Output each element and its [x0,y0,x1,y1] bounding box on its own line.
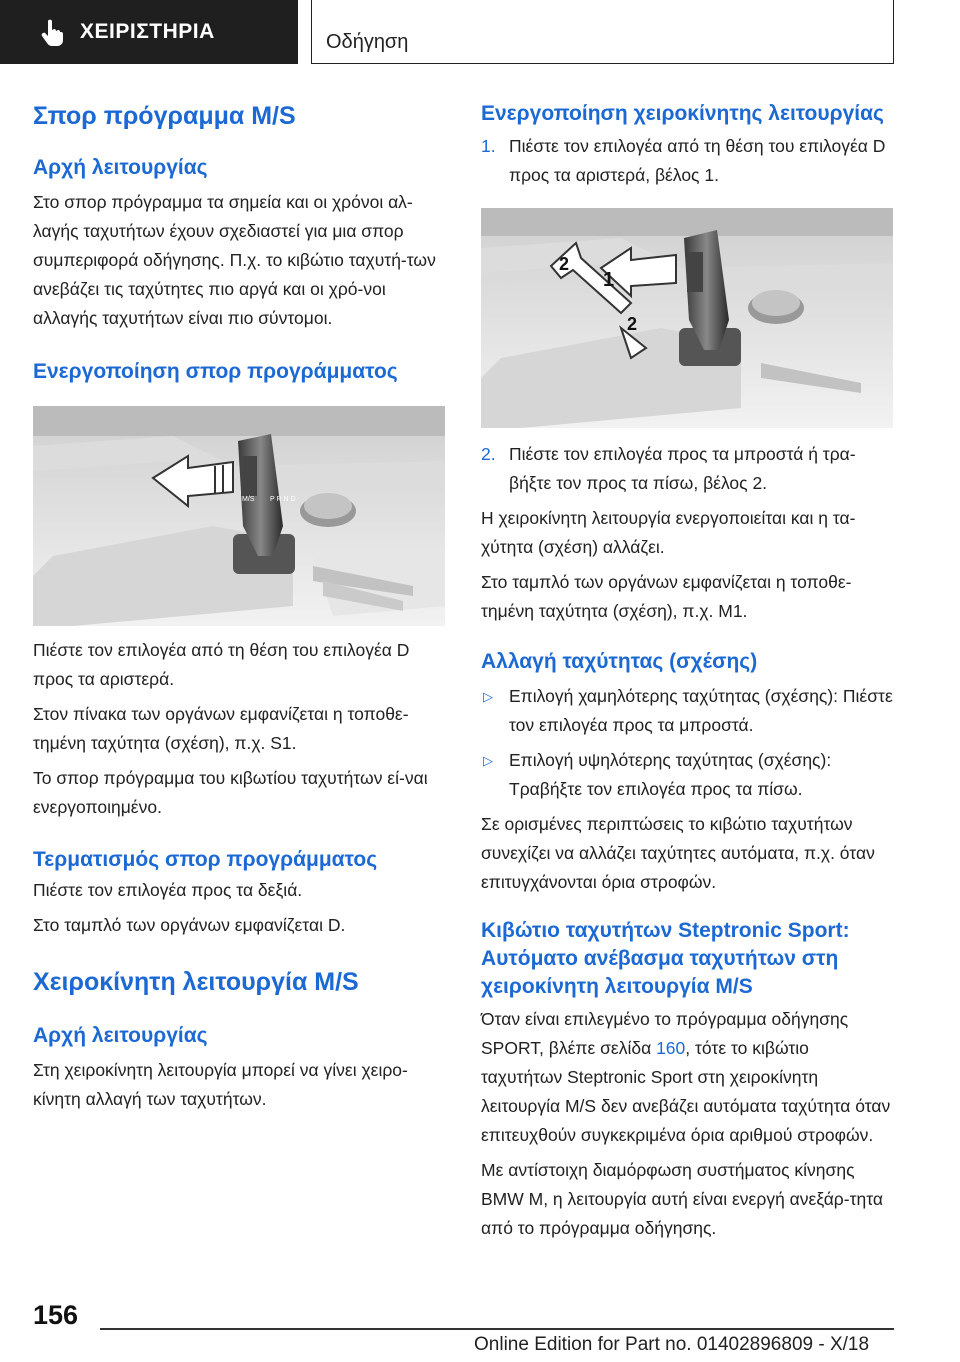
heading-gear-change: Αλλαγή ταχύτητας (σχέσης) [481,650,758,673]
paragraph-principle: Στο σπορ πρόγραμμα τα σημεία και οι χρόνοι αλ-λαγής ταχυτήτων έχουν σχεδιαστεί για μια σπορ συμπεριφορά οδήγησης. Π.χ. το κιβώτιο ταχυτή-των ανεβάζει τις ταχύτητες πιο αργά και οι χρό-νοι αλλαγής ταχυτήτων είναι πιο σύντομοι. [33,192,436,328]
right-column [481,100,893,1243]
paragraph-sport-mode-b: , τότε το κιβώτιο ταχυτήτων Steptronic Sport στη χειροκίνητη λειτουργία M/S δεν ανεβάζει αυτόματα ταχύτητα όταν επιτευχθούν συγκεκριμένα όρια αριθμού στροφών. [481,1038,891,1145]
heading-sport-program: Σπορ πρόγραμμα M/S [33,102,296,130]
paragraph-display-d: Στο ταμπλό των οργάνων εμφανίζεται D. [33,915,346,935]
triangle-bullet-icon: ▷ [483,689,493,704]
paragraph-display-s1: Στον πίνακα των οργάνων εμφανίζεται η τοποθε-τημένη ταχύτητα (σχέση), π.χ. S1. [33,704,409,753]
heading-activate-sport: Ενεργοποίηση σπορ προγράμματος [33,360,398,383]
heading-end-sport: Τερματισμός σπορ προγράμματος [33,848,378,871]
hand-pointer-icon [40,18,64,46]
paragraph-manual-principle: Στη χειροκίνητη λειτουργία μπορεί να γίνει χειρο-κίνητη αλλαγή των ταχυτήτων. [33,1060,408,1109]
heading-activate-manual: Ενεργοποίηση χειροκίνητης λειτουργίας [481,102,884,125]
arrow-label-2a: 2 [559,254,570,274]
step-2 [481,440,893,498]
footer-edition: Online Edition for Part no. 01402896809 - X/18 [474,1334,870,1355]
triangle-bullet-icon: ▷ [483,753,493,768]
gear-change-list [481,682,893,804]
step-1 [481,132,893,190]
paragraph-press-left: Πιέστε τον επιλογέα από τη θέση του επιλογέα D προς τα αριστερά. [33,640,410,689]
step-2-text: Πιέστε τον επιλογέα προς τα μπροστά ή τρα-βήξτε τον προς τα πίσω, βέλος 2. [509,444,856,493]
chapter-label: ΧΕΙΡΙΣΤΗΡΙΑ [80,20,215,43]
paragraph-manual-active: Η χειροκίνητη λειτουργία ενεργοποιείται και η τα-χύτητα (σχέση) αλλάζει. [481,508,856,557]
heading-manual-mode: Χειροκίνητη λειτουργία M/S [33,968,359,996]
heading-steptronic: Κιβώτιο ταχυτήτων Steptronic Sport: Αυτόματο ανέβασμα ταχυτήτων στη χειροκίνητη λειτουργία M/S [481,919,850,998]
chapter-tab[interactable] [0,0,298,64]
page-reference-link[interactable]: 160 [656,1038,686,1058]
figure-selector-right [481,208,893,428]
bullet-downshift [481,682,893,740]
paragraph-sport-mode [481,1005,893,1150]
page-number: 156 [33,1300,79,1330]
figure-selector-right-drawing [481,208,893,428]
steps-list-a [481,132,893,190]
paragraph-display-m1: Στο ταμπλό των οργάνων εμφανίζεται η τοποθε-τημένη ταχύτητα (σχέση), π.χ. M1. [481,572,852,621]
arrow-label-1: 1 [603,269,615,291]
heading-principle-2: Αρχή λειτουργίας [33,1024,208,1047]
heading-principle: Αρχή λειτουργίας [33,156,208,179]
figure-selector-left-drawing [33,406,445,626]
bullet-upshift [481,746,893,804]
step-1-number: 1. [481,136,496,156]
shifter-label-ms: M/S [242,496,255,503]
left-column [33,100,445,1114]
paragraph-auto-shift: Σε ορισμένες περιπτώσεις το κιβώτιο ταχυτήτων συνεχίζει να αλλάζει ταχύτητες αυτόματα, π.χ. όταν επιτυγχάνονται όρια στροφών. [481,814,875,892]
paragraph-sport-mode-a: Όταν είναι επιλεγμένο το πρόγραμμα οδήγησης SPORT, βλέπε σελίδα [481,1009,849,1058]
bullet-downshift-text: Επιλογή χαμηλότερης ταχύτητας (σχέσης): Πιέστε τον επιλογέα προς τα μπροστά. [509,686,893,735]
step-1-text: Πιέστε τον επιλογέα από τη θέση του επιλογέα D προς τα αριστερά, βέλος 1. [509,136,886,185]
section-header [311,0,894,64]
shifter-label-prnd: P R N D [270,496,296,503]
paragraph-press-right: Πιέστε τον επιλογέα προς τα δεξιά. [33,880,303,900]
footer-divider [100,1328,894,1330]
section-label: Οδήγηση [326,31,409,53]
bullet-upshift-text: Επιλογή υψηλότερης ταχύτητας (σχέσης): Τραβήξτε τον επιλογέα προς τα πίσω. [509,750,832,799]
arrow-label-2b: 2 [627,314,638,334]
figure-selector-left [33,406,445,626]
paragraph-bmw-m: Με αντίστοιχη διαμόρφωση συστήματος κίνησης BMW M, η λειτουργία αυτή είναι ενεργή ανεξάρ-τητα από το πρόγραμμα οδήγησης. [481,1160,884,1238]
steps-list-b [481,440,893,498]
step-2-number: 2. [481,444,496,464]
paragraph-sport-active: Το σπορ πρόγραμμα του κιβωτίου ταχυτήτων εί-ναι ενεργοποιημένο. [33,768,428,817]
